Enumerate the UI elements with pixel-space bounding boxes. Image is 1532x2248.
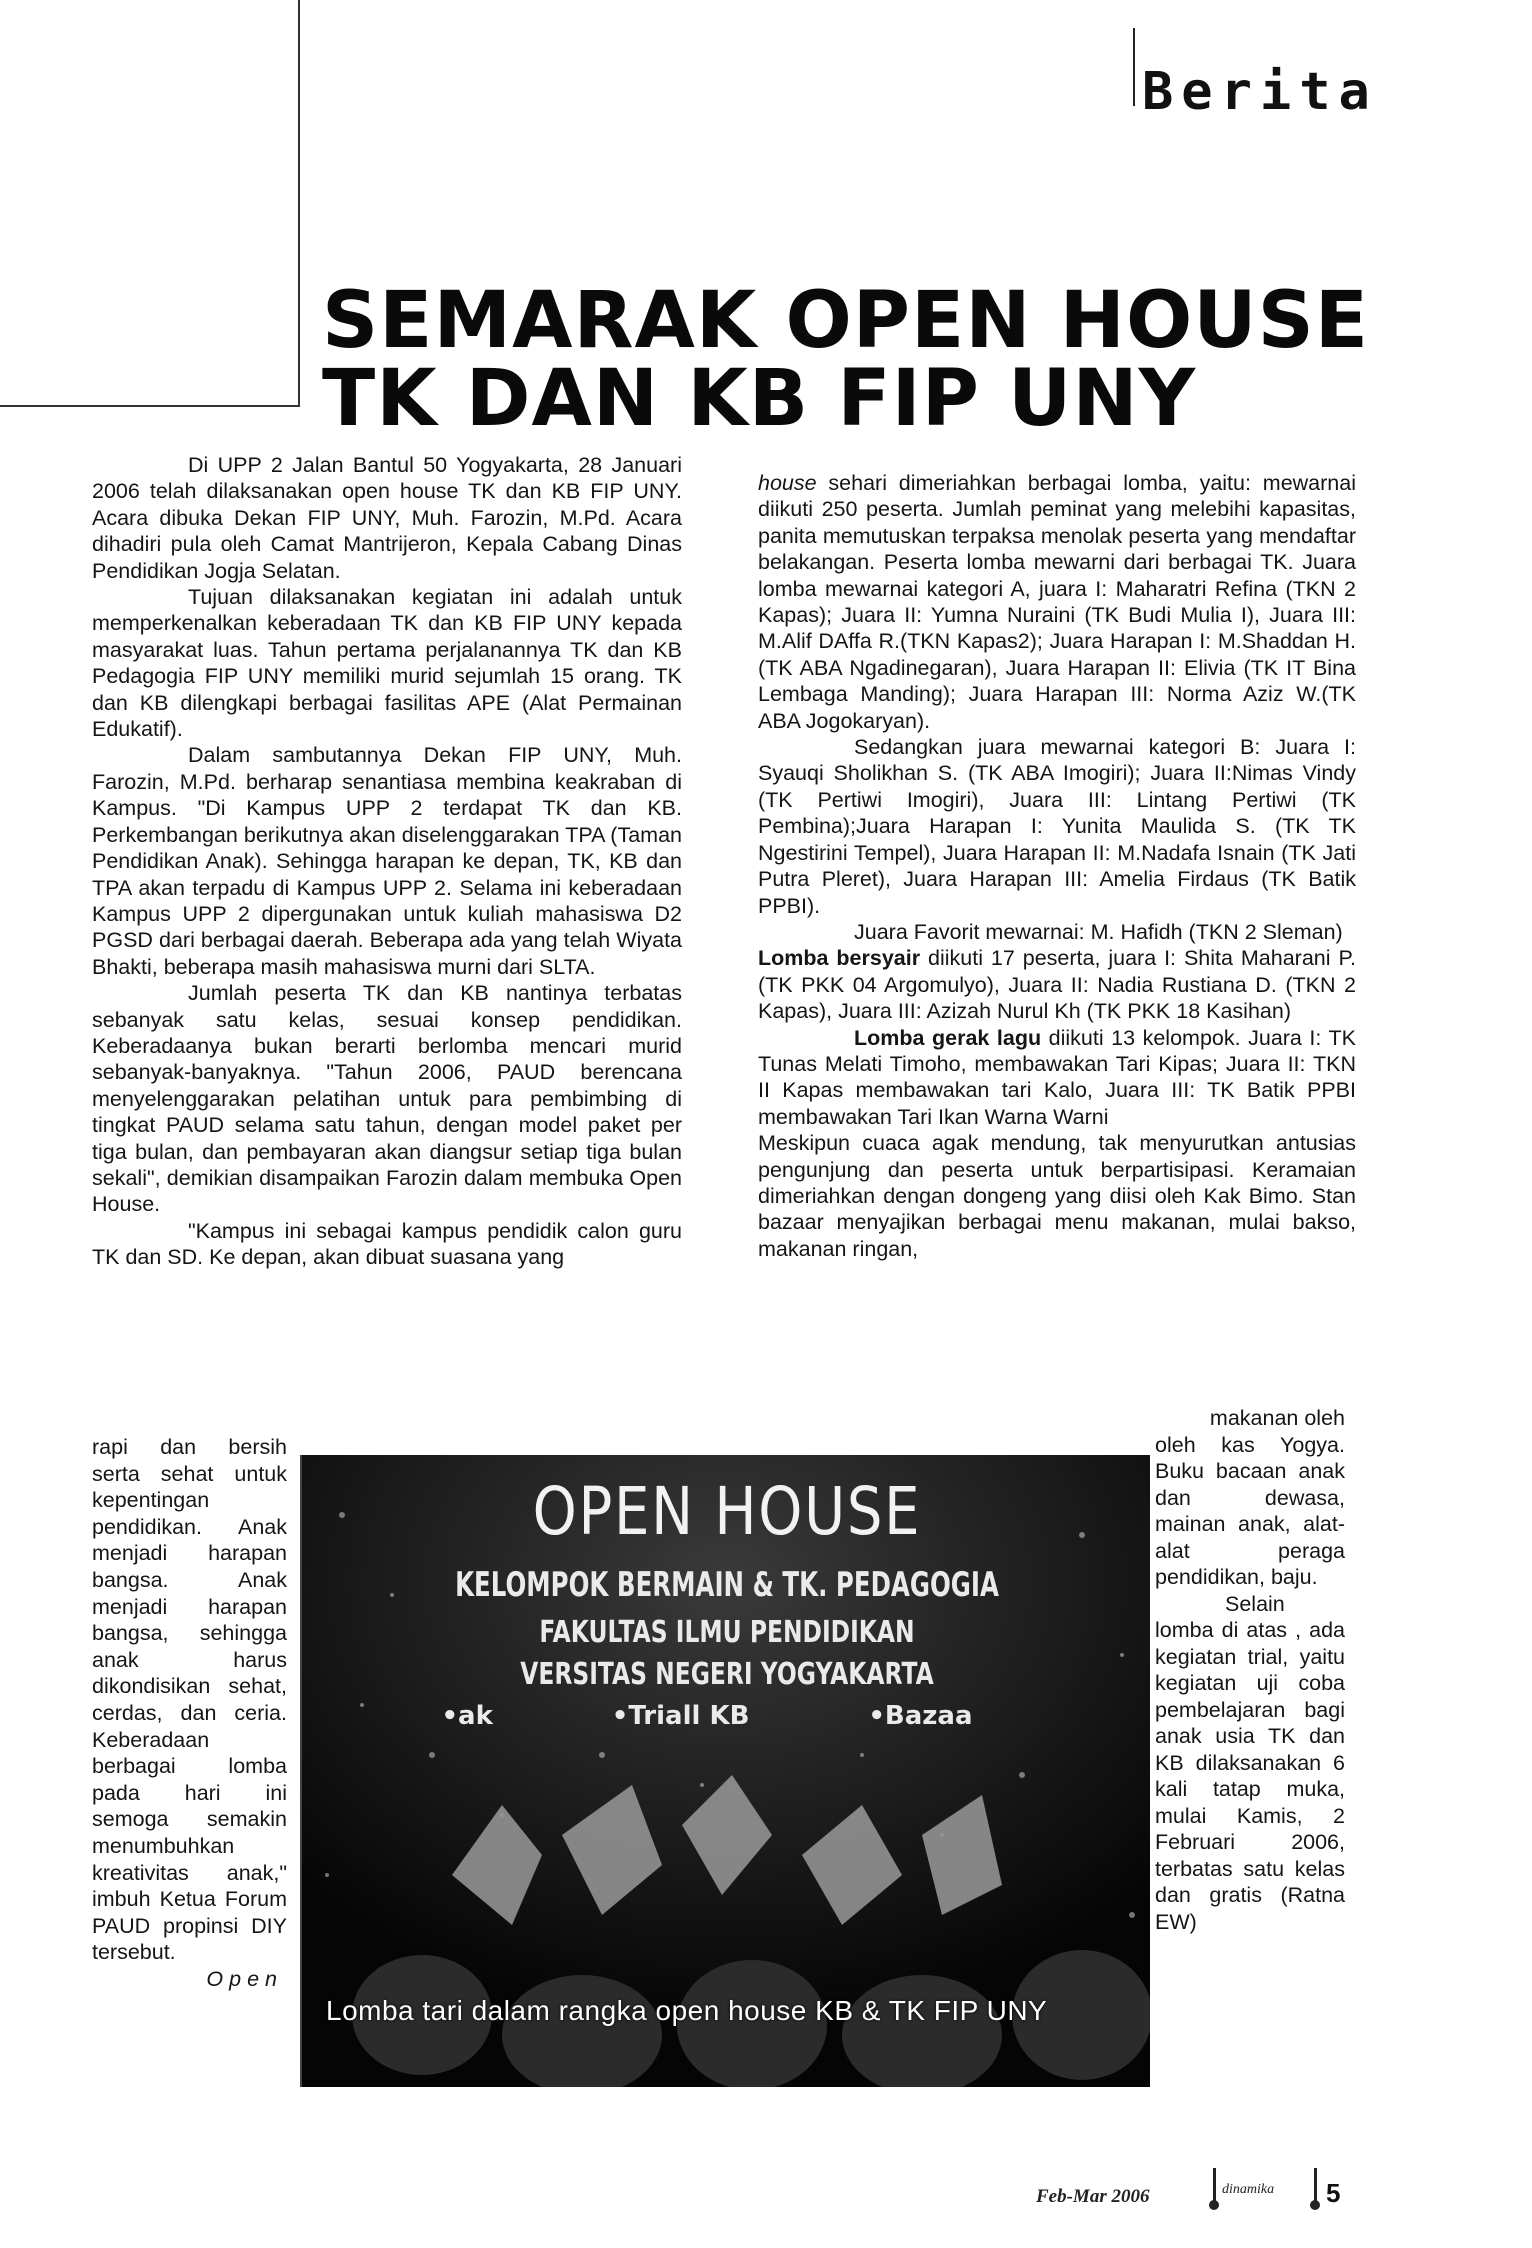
footer-date: Feb-Mar 2006 [1036, 2186, 1150, 2207]
section-rubric: Berita [1142, 62, 1378, 122]
banner-line-1: KELOMPOK BERMAIN & TK. PEDAGOGIA [455, 1565, 999, 1605]
right-wrap-lead: makanan oleh [1209, 1406, 1345, 1430]
right-wrap-paragraph-2: Selain lomba di atas , ada kegiatan trial, yaitu kegiatan uji coba pembelajaran bagi anak usia TK dan KB dilaksanakan 6 kali tatap muka, mulai Kamis, 2 Februari 2006, terbatas satu kelas dan gratis (Ratna EW) [1155, 1591, 1345, 1934]
banner-title: OPEN HOUSE [532, 1473, 922, 1550]
right-wrap-column [1155, 1405, 1345, 1935]
footer-dot-right [1310, 2200, 1320, 2210]
banner-item-1: •ak [441, 1701, 493, 1731]
right-column [758, 470, 1356, 1262]
frame-line-horizontal [0, 405, 300, 407]
right-paragraph-5-bold: Lomba gerak lagu [854, 1025, 1042, 1050]
page-number: 5 [1326, 2178, 1341, 2208]
footer-mark-right [1314, 2168, 1317, 2204]
banner-item-2: •Triall KB [611, 1701, 750, 1731]
right-wrap-text: oleh kas Yogya. Buku bacaan anak dan dewasa, mainan anak, alat-alat peraga pendidikan, baju. [1155, 1432, 1345, 1589]
right-paragraph-5 [758, 1025, 1356, 1131]
left-wrap-text: rapi dan bersih serta sehat untuk kepentingan pendidikan. Anak menjadi harapan bangsa. Anak menjadi harapan bangsa, sehingga anak harus dikondisikan sehat, cerdas, dan ceria. Keberadaan berbagai lomba pada hari ini semoga semakin menumbuhkan kreativitas anak," imbuh Ketua Forum PAUD propinsi DIY tersebut. [92, 1435, 287, 1965]
photo-caption: Lomba tari dalam rangka open house KB & TK FIP UNY [326, 1995, 1048, 2026]
event-photo [300, 1455, 1150, 2087]
article-headline [322, 276, 1382, 444]
left-paragraph-2: Tujuan dilaksanakan kegiatan ini adalah untuk memperkenalkan keberadaan TK dan KB FIP UNY kepada masyarakat luas. Tahun pertama perjalanannya TK dan KB Pedagogia FIP UNY memiliki murid sejumlah 15 orang. TK dan KB dilengkapi berbagai fasilitas APE (Alat Permainan Edukatif). [92, 585, 682, 742]
right-paragraph-4-bold: Lomba bersyair [758, 946, 921, 971]
right-paragraph-5-text: diikuti 13 kelompok. Juara I: TK Tunas Melati Timoho, membawakan Tari Kipas; Juara II: TKN II Kapas membawakan tari Kalo, Juara III: TK Batik PPBI membawakan Tari Ikan Warna Warni [758, 1025, 1356, 1129]
right-paragraph-1 [758, 470, 1356, 734]
frame-line-vertical [298, 0, 300, 405]
banner-line-2: FAKULTAS ILMU PENDIDIKAN [539, 1615, 915, 1650]
right-paragraph-1-text: sehari dimeriahkan berbagai lomba, yaitu: mewarnai diikuti 250 peserta. Jumlah peminat yang melebihi kapasitas, panita memutuskan terpaksa menolak peserta yang mendaftar belakangan. Peserta lomba mewarni dari berbagai TK. Juara lomba mewarnai kategori A, juara I: Maharatri Refina (TKN 2 Kapas); Juara II: Yumna Nuraini (TK Budi Mulia I), Juara III: M.Alif DAffa R.(TKN Kapas2); Juara Harapan I: M.Shaddan H. (TK ABA Ngadinegaran), Juara Harapan II: Elivia (TK IT Bina Lembaga Manding); Juara Harapan III: Norma Aziz W.(TK ABA Jogokaryan). [758, 471, 1356, 733]
headline-line-1: SEMARAK OPEN HOUSE [322, 276, 1370, 366]
footer-brand: dinamika [1222, 2182, 1275, 2197]
left-paragraph-3: Dalam sambutannya Dekan FIP UNY, Muh. Farozin, M.Pd. berharap senantiasa membina keakraban di Kampus. "Di Kampus UPP 2 terdapat TK dan KB. Perkembangan berikutnya akan diselenggarakan TPA (Taman Pendidikan Anak). Sehingga harapan ke depan, TK, KB dan TPA akan terpadu di Kampus UPP 2. Selama ini keberadaan Kampus UPP 2 dipergunakan untuk kuliah mahasiswa D2 PGSD dari berbagai daerah. Beberapa ada yang telah Wiyata Bhakti, beberapa masih mahasiswa murni dari SLTA. [92, 743, 682, 979]
left-wrap-tail: Open [206, 1966, 283, 1991]
right-paragraph-6: Meskipun cuaca agak mendung, tak menyurutkan antusias pengunjung dan peserta untuk berpartisipasi. Keramaian dimeriahkan dengan dongeng yang diisi oleh Kak Bimo. Stan bazaar menyajikan berbagai menu makanan, mulai bakso, makanan ringan, [758, 1131, 1356, 1261]
right-paragraph-1-italic: house [758, 471, 817, 495]
right-paragraph-2: Sedangkan juara mewarnai kategori B: Juara I: Syauqi Sholikhan S. (TK ABA Imogiri); Juara II:Nimas Vindy (TK Pertiwi Imogiri), Juara III: Lintang Pertiwi (TK Pembina);Juara Harapan I: Yunita Maulida S. (TK TK Ngestirini Tempel), Juara Harapan II: M.Nadafa Isnain (TK Jati Putra Pleret), Juara Harapan III: Amelia Firdaus (TK Batik PPBI). [758, 735, 1356, 918]
headline-line-2: TK DAN KB FIP UNY [322, 354, 1197, 444]
right-paragraph-3: Juara Favorit mewarnai: M. Hafidh (TKN 2 Sleman) [854, 919, 1343, 944]
footer-mark-left [1213, 2168, 1216, 2204]
banner-item-3: •Bazaa [868, 1701, 973, 1731]
left-column [92, 452, 682, 1271]
left-paragraph-5: "Kampus ini sebagai kampus pendidik calon guru TK dan SD. Ke depan, akan dibuat suasana yang [92, 1218, 682, 1270]
banner-line-3: VERSITAS NEGERI YOGYAKARTA [520, 1657, 934, 1692]
left-paragraph-4: Jumlah peserta TK dan KB nantinya terbatas sebanyak satu kelas, sesuai konsep pendidikan. Keberadaanya bukan berarti berlomba mencari murid sebanyak-banyaknya. "Tahun 2006, PAUD berencana menyelenggarakan pelatihan untuk para pembimbing di tingkat PAUD selama satu tahun, dengan model paket per tiga bulan, dan pembayaran akan diangsur setiap tiga bulan sekali", demikian disampaikan Farozin dalam membuka Open House. [92, 981, 682, 1217]
left-wrap-column [92, 1434, 287, 1992]
banner-line-4 [382, 1701, 1032, 1731]
footer-dot-left [1209, 2200, 1219, 2210]
left-paragraph-1: Di UPP 2 Jalan Bantul 50 Yogyakarta, 28 Januari 2006 telah dilaksanakan open house TK dan KB FIP UNY. Acara dibuka Dekan FIP UNY, Muh. Farozin, M.Pd. Acara dihadiri pula oleh Camat Mantrijeron, Kepala Cabang Dinas Pendidikan Jogja Selatan. [92, 453, 682, 583]
rubric-bar [1133, 28, 1135, 106]
right-paragraph-4 [758, 945, 1356, 1024]
right-paragraph-4-text: diikuti 17 peserta, juara I: Shita Maharani P. (TK PKK 04 Argomulyo), Juara II: Nadia Rustiana D. (TKN 2 Kapas), Juara III: Azizah Nurul Kh (TK PKK 18 Kasihan) [758, 946, 1356, 1024]
